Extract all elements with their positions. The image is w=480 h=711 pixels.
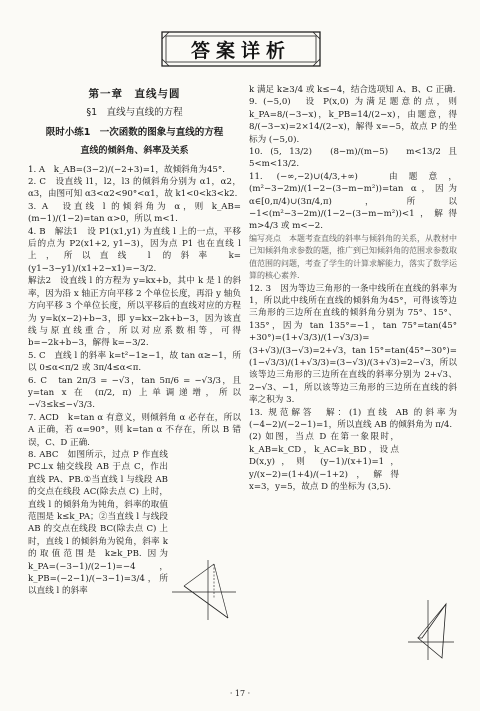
page-title: 答案详析 xyxy=(190,39,291,62)
answer-11: 11. (−∞,−2)∪(4/3,+∞) 由题意，(m²−3−2m)/(1−2−(3−m−m²))=tan α，因为 α∈[0,π/4)∪(3π/4,π)，所以 −1<(m²−3−2m)/(1−2−(3−m−m²))<1，解得 m>4/3 或 m<−2. xyxy=(249,171,457,232)
section-heading: §1 直线与直线的方程 xyxy=(86,107,183,119)
answer-1: 1. A k_AB=(3−2)/(−2+3)=1，故倾斜角为45°. xyxy=(28,164,225,175)
left-column xyxy=(28,84,241,598)
highlight-note: 编写亮点 本题考查直线的斜率与倾斜角的关系，从教材中已知倾斜角求参数的题，推广到已知倾斜角的范围求参数取值范围的问题，考查了学生的计算求解能力，落实了数学运算的核心素养. xyxy=(249,233,457,281)
answer-10: 10. (5, 13/2) (8−m)/(m−5) m<13/2 且 5<m<13/2. xyxy=(249,147,457,170)
answer-9: 9. (−5,0) 设 P(x,0) 为满足题意的点，则 k_PA=8/(−3−x)，k_PB=14/(2−x)，由题意，得 8/(−3−x)=2×14/(2−x)，解得 x=−5，故点 P 的坐标为 (−5,0). xyxy=(249,97,457,145)
answer-4-method-2: 解法2 设直线 l 的方程为 y=kx+b，其中 k 是 l 的斜率，因为沿 x 轴正方向平移 2 个单位长度，再沿 y 轴负方向平移 3 个单位长度，所以平移后的直线对应的方程为 y=k(x−2)+b−3，即 y=kx−2k+b−3，因为该直线与原直线重合，所以对应系数相等，可得 b=−2k+b−3，解得 k=−3/2. xyxy=(28,276,241,349)
answer-4-method-1: 4. B 解法1 设 P1(x1,y1) 为直线 l 上的一点，平移后的点为 P2(x1+2, y1−3)，因为点 P1 也在直线 l 上，所以直线 l 的斜率 k=(y1−3−y1)/(x1+2−x1)=−3/2. xyxy=(28,226,241,274)
chapter-heading: 第一章 直线与圆 xyxy=(88,88,181,100)
figure-problem-8 xyxy=(170,558,238,622)
answer-2: 2. C 设直线 l1，l2，l3 的倾斜角分别为 α1，α2，α3，由图可知 α3<α2<90°<α1，故 k1<0<k3<k2. xyxy=(28,177,241,200)
figure-problem-13 xyxy=(406,598,456,662)
answer-banner xyxy=(161,31,321,67)
topic-heading: 直线的倾斜角、斜率及关系 xyxy=(80,146,189,157)
test-heading: 限时小练1 一次函数的图象与直线的方程 xyxy=(45,126,224,138)
answer-8: 8. ABC 如图所示，过点 P 作直线 PC⊥x 轴交线段 AB 于点 C，作出直线 PA、PB.①当直线 l 与线段 AB 的交点在线段 AC(除去点 C) 上时，直线 l 的倾斜角为钝角，斜率的取值范围是 k≤k_PA；②当直线 l 与线段 AB 的交点在线段 BC(除去点 C) 上时，直线 l 的倾斜角为锐角，斜率 k 的取值范围是 k≥k_PB. 因为 k_PA=(−3−1)/(2−1)=−4，k_PB=(−2−1)/(−3−1)=3/4，所以直线 l 的斜率 xyxy=(28,449,168,597)
answer-12: 12. 3 因为等边三角形的一条中线所在直线的斜率为1，所以此中线所在直线的倾斜角为45°，可得该等边三角形的三边所在直线的倾斜角分别为 75°、15°、135°，因为 tan 135°=−1，tan 75°=tan(45°+30°)=(1+√3/3)/(1−√3/3)=(3+√3)/(3−√3)=2+√3，tan 15°=tan(45°−30°)=(1−√3/3)/(1+√3/3)=(3−√3)/(3+√3)=2−√3，所以该等边三角形的三边所在直线的斜率分别为 2+√3、2−√3、−1，所以该等边三角形的三边所在直线的斜率之积为 3. xyxy=(249,283,457,406)
answer-7: 7. ACD k=tan α 有意义，则倾斜角 α 必存在，所以 A 正确，若 α=90°，则 k=tan α 不存在，所以 B 错误，C、D 正确. xyxy=(28,412,241,448)
answer-8-continued: k 满足 k≥3/4 或 k≤−4，结合选项知 A、B、C 正确. xyxy=(249,85,456,95)
answer-5: 5. C 直线 l 的斜率 k=t²−1≥−1，故 tan α≥−1，所以 0≤α<π/2 或 3π/4≤α<π. xyxy=(28,350,241,374)
answer-13-part-2: (2) 如图，当点 D 在第一象限时，k_AB=k_CD，k_AC=k_BD，设点 D(x,y)，则 (y−1)/(x+1)=1，y/(x−2)=(1+4)/(−1+2)，解得 x=3，y=5，故点 D 的坐标为 (3,5). xyxy=(249,432,399,492)
answer-3: 3. A 设直线 l 的倾斜角为 α，则 k_AB=(m−1)/(1−2)=tan α>0，所以 m<1. xyxy=(28,201,241,225)
answer-6: 6. C tan 2π/3 = −√3，tan 5π/6 = −√3/3，且 y=tan x 在 (π/2, π) 上单调递增，所以 −√3≤k≤−√3/3. xyxy=(28,375,241,411)
answer-13-part-1: 13. 规范解答 解：(1) 直线 AB 的斜率为 (−4−2)/(−2−1)=1，所以直线 AB 的倾斜角为 π/4. xyxy=(249,407,457,430)
page-number: · 17 · xyxy=(229,689,251,698)
right-column xyxy=(249,84,457,493)
